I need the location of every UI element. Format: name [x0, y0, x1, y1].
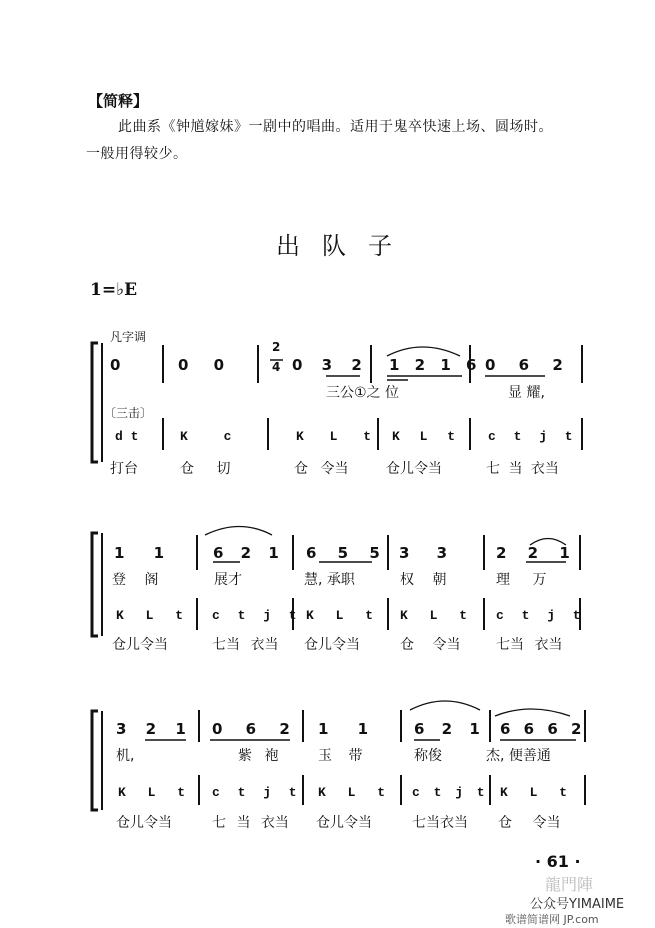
lyric: 理 万: [496, 572, 547, 588]
percussion-syllables: 七 当 衣当: [486, 461, 559, 477]
lyric: 展才: [214, 572, 242, 588]
melody-measure: 0 0: [178, 356, 225, 374]
percussion-measure: K L t: [392, 429, 456, 444]
melody-measure: 6 2 1: [213, 544, 279, 562]
lyric: 机,: [116, 748, 135, 764]
percussion-measure: K L t: [118, 785, 186, 800]
melody-measure: 3 3: [399, 544, 448, 562]
lyric: 登 阁: [112, 572, 159, 588]
percussion-syllables: 七当 衣当: [496, 637, 563, 653]
watermark-logo: 龍門陣: [545, 875, 594, 894]
lyric: 三公①之 位: [326, 385, 400, 401]
melody-measure: 2 2 1: [496, 544, 570, 562]
lyric: 显 耀,: [508, 385, 545, 401]
percussion-syllables: 仓儿令当: [304, 637, 360, 653]
melody-measure: 0 6 2: [485, 356, 563, 374]
lyric: 杰, 便善通: [486, 748, 551, 764]
percussion-syllables: 打台: [110, 461, 138, 477]
percussion-measure: c t j t: [212, 785, 297, 800]
percussion-syllables: 仓 令当: [400, 637, 461, 653]
song-title: 出队子: [276, 232, 414, 260]
percussion-measure: c t j t: [412, 785, 485, 800]
percussion-syllables: 仓 令当: [294, 461, 349, 477]
percussion-syllables: 仓儿令当: [112, 637, 168, 653]
melody-measure: 1 1: [318, 720, 369, 738]
percussion-syllables: 仓 令当: [498, 815, 561, 831]
percussion-label: 〔三击〕: [104, 406, 153, 420]
percussion-measure: K L t: [500, 785, 568, 800]
time-sig-bottom: 4: [272, 360, 281, 374]
percussion-measure: c t j t: [212, 608, 297, 623]
note-heading: 【简释】: [88, 92, 149, 110]
melody-measure: 0: [110, 356, 121, 374]
melody-measure: 6 6 6 2: [500, 720, 582, 738]
watermark-site: 歌谱简谱网 JP.com: [505, 913, 599, 926]
melody-measure: 0 6 2: [212, 720, 290, 738]
percussion-syllables: 仓儿令当: [316, 815, 372, 831]
percussion-measure: d t: [115, 429, 139, 444]
melody-measure: 1 1: [114, 544, 165, 562]
lyric: 权 朝: [400, 572, 447, 588]
percussion-measure: K L t: [296, 429, 372, 444]
note-line-2: 一般用得较少。: [86, 146, 188, 162]
percussion-syllables: 仓儿令当: [386, 461, 442, 477]
time-sig-top: 2: [272, 340, 281, 354]
page-number: · 61 ·: [535, 852, 581, 871]
melody-measure: 3 2 1: [116, 720, 186, 738]
melody-measure: 6 5 5: [306, 544, 380, 562]
percussion-syllables: 七 当 衣当: [212, 815, 289, 831]
percussion-measure: K c: [180, 429, 232, 444]
lyric: 称俊: [414, 748, 442, 764]
percussion-syllables: 仓儿令当: [116, 815, 172, 831]
watermark-account: 公众号YIMAIME: [530, 897, 625, 912]
melody-measure: 6 2 1: [414, 720, 480, 738]
lyric: 玉 带: [318, 748, 363, 764]
percussion-measure: c t j t: [496, 608, 581, 623]
percussion-syllables: 仓 切: [180, 461, 231, 477]
lyric: 紫 袍: [238, 748, 279, 764]
percussion-measure: K L t: [400, 608, 468, 623]
percussion-measure: K L t: [306, 608, 374, 623]
melody-measure: 1 2 1 6: [389, 356, 477, 374]
percussion-measure: c t j t: [488, 429, 573, 444]
percussion-measure: K L t: [116, 608, 184, 623]
key-signature: 1=♭E: [90, 280, 138, 300]
melody-measure: 0 3 2: [292, 356, 362, 374]
percussion-measure: K L t: [318, 785, 386, 800]
note-line-1: 此曲系《钟馗嫁妹》一剧中的唱曲。适用于鬼卒快速上场、圆场时。: [118, 119, 553, 135]
percussion-syllables: 七当衣当: [412, 815, 468, 831]
percussion-syllables: 七当 衣当: [212, 637, 279, 653]
mode-label: 凡字调: [110, 330, 147, 344]
lyric: 慧, 承职: [304, 572, 355, 588]
